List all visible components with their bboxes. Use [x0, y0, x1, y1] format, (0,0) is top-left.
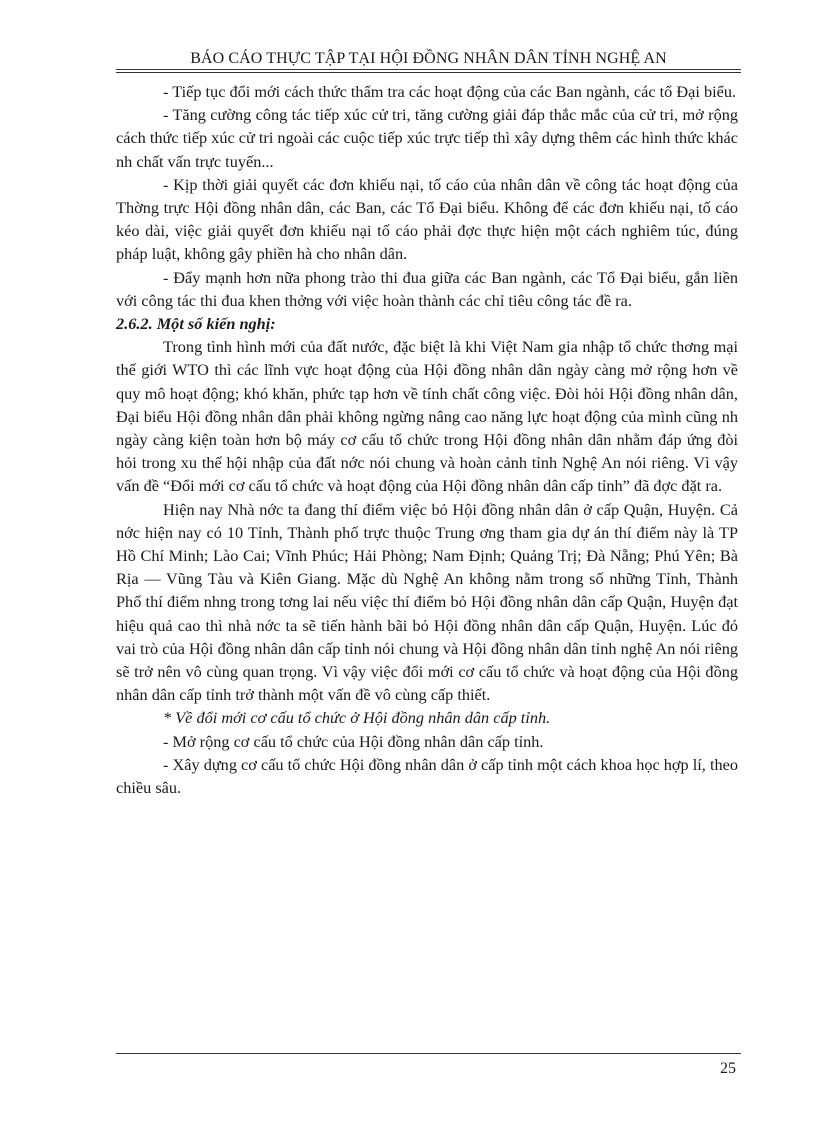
document-body — [116, 80, 738, 799]
subsection-heading: * Về đổi mới cơ cấu tổ chức ở Hội đồng nhân dân cấp tỉnh. — [163, 708, 551, 728]
section-heading: 2.6.2. Một số kiến nghị: — [116, 314, 276, 334]
header-rule — [116, 72, 741, 73]
body-paragraph: Trong tình hình mới của đất nước, đặc biệt là khi Việt Nam gia nhập tổ chức thơng mại thế giới WTO thì các lĩnh vực hoạt động của Hội đồng nhân dân ngày càng mở rộng hơn về quy mô hoạt động; khó khăn, phức tạp hơn về tính chất công việc. Đòi hỏi Hội đồng nhân dân, Đại biểu Hội đồng nhân dân phải không ngừng nâng cao năng lực hoạt động của mình cũng nh ngày càng kiện toàn hơn bộ máy cơ cấu tổ chức trong Hội đồng nhân dân nhằm đáp ứng đòi hỏi trong xu thế hội nhập của đất nớc nói chung và hoàn cảnh tỉnh Nghệ An nói riêng. Vì vậy vấn đề “Đổi mới cơ cấu tổ chức và hoạt động của Hội đồng nhân dân cấp tỉnh” đã đợc đặt ra. — [116, 337, 738, 496]
header-rule — [116, 69, 741, 70]
body-paragraph: Hiện nay Nhà nớc ta đang thí điểm việc bỏ Hội đồng nhân dân ở cấp Quận, Huyện. Cả nớc hiện nay có 10 Tỉnh, Thành phố trực thuộc Trung ơng tham gia dự án thí điểm này là TP Hồ Chí Minh; Lào Cai; Vĩnh Phúc; Hải Phòng; Nam Định; Quảng Trị; Đà Nẵng; Phú Yên; Bà Rịa — Vũng Tàu và Kiên Giang. Mặc dù Nghệ An không nằm trong số những Tỉnh, Thành Phố thí điểm nhng trong tơng lai nếu việc thí điểm bỏ Hội đồng nhân dân cấp Quận, Huyện đạt hiệu quả cao thì nhà nớc ta sẽ tiến hành bãi bỏ Hội đồng nhân dân cấp Quận, Huyện. Lúc đó vai trò của Hội đồng nhân dân cấp tỉnh nói chung và Hội đồng nhân dân tỉnh nghệ An nói riêng sẽ trở nên vô cùng quan trọng. Vì vậy việc đổi mới cơ cấu tổ chức và hoạt động của Hội đồng nhân dân cấp tỉnh trở thành một vấn đề vô cùng cấp thiết. — [116, 499, 738, 705]
bullet-paragraph: - Xây dựng cơ cấu tổ chức Hội đồng nhân dân ở cấp tỉnh một cách khoa học hợp lí, theo chiều sâu. — [116, 754, 738, 798]
footer-rule — [116, 1053, 741, 1054]
page-number: 25 — [720, 1060, 736, 1077]
running-header: BÁO CÁO THỰC TẬP TẠI HỘI ĐỒNG NHÂN DÂN TỈNH NGHỆ AN — [190, 50, 667, 67]
bullet-paragraph: - Đẩy mạnh hơn nữa phong trào thi đua giữa các Ban ngành, các Tổ Đại biểu, gắn liền với công tác thi đua khen thởng với việc hoàn thành các chỉ tiêu công tác đề ra. — [116, 267, 738, 310]
bullet-paragraph: - Tăng cường công tác tiếp xúc cử tri, tăng cường giải đáp thắc mắc của cử tri, mở rộng cách thức tiếp xúc cử tri ngoài các cuộc tiếp xúc trực tiếp thì xây dựng thêm các hình thức khác nh chất vấn trực tuyến... — [116, 105, 738, 171]
bullet-paragraph: - Mở rộng cơ cấu tổ chức của Hội đồng nhân dân cấp tỉnh. — [163, 731, 544, 751]
bullet-paragraph: - Kịp thời giải quyết các đơn khiếu nại, tố cáo của nhân dân về công tác hoạt động của Thờng trực Hội đồng nhân dân, các Ban, các Tổ Đại biểu. Không để các đơn khiếu nại, tố cáo kéo dài, việc giải quyết đơn khiếu nại tố cáo phải đợc thực hiện một cách nghiêm túc, đúng pháp luật, không gây phiền hà cho nhân dân. — [116, 174, 738, 264]
bullet-paragraph: - Tiếp tục đổi mới cách thức thẩm tra các hoạt động của các Ban ngành, các tổ Đại biểu. — [163, 82, 737, 101]
